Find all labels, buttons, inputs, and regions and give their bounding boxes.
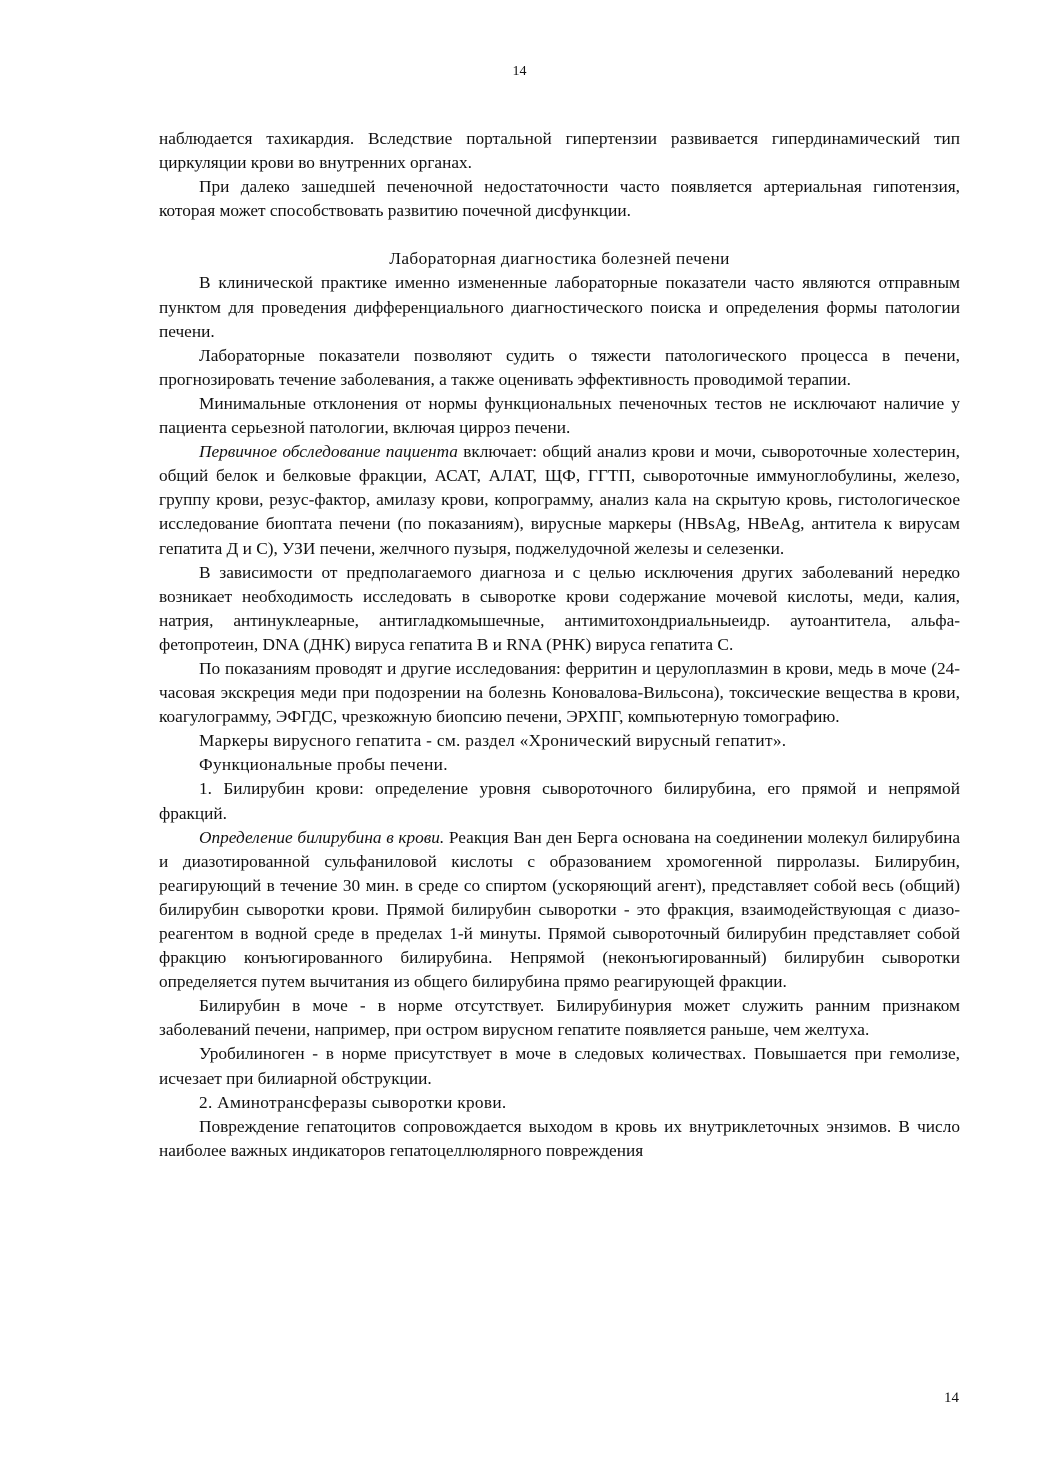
primary-exam-italic: Первичное обследование пациента	[199, 442, 458, 462]
paragraph-bilirubin-blood: 1. Билирубин крови: определение уровня сывороточного билирубина, его прямой и непрямой фракций.	[159, 779, 960, 823]
bilirubin-determination-text: Реакция Ван ден Берга основана на соединении молекул билирубина и диазотированной сульфаниловой кислоты с образованием хромогенной пирролазы. Билирубин, реагирующий в течение 30 мин. в среде со спиртом (ускоряющий агент), представляет собой весь (общий) билирубин сыворотки крови. Прямой билирубин сыворотки - это фракция, взаимодействующая с диазо-реагентом в водной среде в пределах 1-й минуты. Прямой сывороточный билирубин представляет собой фракцию конъюгированного билирубина. Непрямой (неконъюгированный) билирубин сыворотки определяется путем вычитания из общего билирубина прямо реагирующей фракции.	[159, 827, 960, 992]
paragraph-bilirubin-urine: Билирубин в моче - в норме отсутствует. Билирубинурия может служить ранним признаком заболеваний печени, например, при остром вирусном гепатите появляется раньше, чем желтуха.	[159, 996, 960, 1040]
paragraph-bilirubin-determination	[159, 826, 960, 995]
page-number-bottom: 14	[944, 1390, 959, 1406]
paragraph-hypotension: При далеко зашедшей печеночной недостаточности часто появляется артериальная гипотензия, которая может способствовать развитию почечной дисфункции.	[159, 177, 960, 221]
paragraph-minimal-deviations: Минимальные отклонения от нормы функциональных печеночных тестов не исключают наличие у пациента серьезной патологии, включая цирроз печени.	[159, 393, 960, 438]
bilirubin-determination-italic: Определение билирубина в крови.	[199, 827, 445, 847]
section-heading: Лабораторная диагностика болезней печени	[389, 249, 730, 269]
paragraph-primary-exam	[159, 440, 960, 560]
paragraph-viral-markers: Маркеры вирусного гепатита - см. раздел «Хронический вирусный гепатит».	[199, 731, 787, 751]
page-number-top: 14	[512, 64, 527, 79]
paragraph-urobilinogen: Уробилиноген - в норме присутствует в моче в следовых количествах. Повышается при гемолизе, исчезает при билиарной обструкции.	[159, 1044, 960, 1088]
paragraph-clinical-practice: В клинической практике именно измененные лабораторные показатели часто являются отправным пунктом для проведения дифференциального диагностического поиска и определения формы патологии печени.	[159, 273, 960, 341]
paragraph-other-studies: По показаниям проводят и другие исследования: ферритин и церулоплазмин в крови, медь в моче (24-часовая экскреция меди при подозрении на болезнь Коновалова-Вильсона), токсические вещества в крови, коагулограмму, ЭФГДС, чрезкожную биопсию печени, ЭРХПГ, компьютерную томографию.	[159, 658, 960, 727]
paragraph-tachycardia: наблюдается тахикардия. Вследствие портальной гипертензии развивается гипердинамический тип циркуляции крови во внутренних органах.	[159, 129, 960, 173]
paragraph-functional-tests: Функциональные пробы печени.	[199, 755, 448, 775]
document-body	[159, 127, 960, 1163]
paragraph-lab-indicators: Лабораторные показатели позволяют судить о тяжести патологического процесса в печени, прогнозировать течение заболевания, а также оценивать эффективность проводимой терапии.	[159, 345, 960, 389]
primary-exam-text: включает: общий анализ крови и мочи, сывороточные холестерин, общий белок и белковые фракции, АСАТ, АЛАТ, ЩФ, ГГТП, сывороточные иммуноглобулины, железо, группу крови, резус-фактор, амилазу крови, копрограмму, анализ кала на скрытую кровь, гистологическое исследование биоптата печени (по показаниям), вирусные маркеры (HBsAg, HBeAg, антитела к вирусам гепатита Д и С), УЗИ печени, желчного пузыря, поджелудочной железы и селезенки.	[159, 442, 960, 558]
paragraph-aminotransferases: 2. Аминотрансферазы сыворотки крови.	[199, 1092, 507, 1112]
paragraph-additional-tests: В зависимости от предполагаемого диагноза и с целью исключения других заболеваний нередко возникает необходимость исследовать в сыворотке крови содержание мочевой кислоты, меди, калия, натрия, антинуклеарные, антигладкомышечные, антимитохондриальныеидр. аутоантитела, альфа-фетопротеин, DNA (ДНК) вируса гепатита В и RNA (РНК) вируса гепатита С.	[159, 562, 960, 654]
paragraph-hepatocyte-damage: Повреждение гепатоцитов сопровождается выходом в кровь их внутриклеточных энзимов. В число наиболее важных индикаторов гепатоцеллюлярного повреждения	[159, 1116, 960, 1160]
